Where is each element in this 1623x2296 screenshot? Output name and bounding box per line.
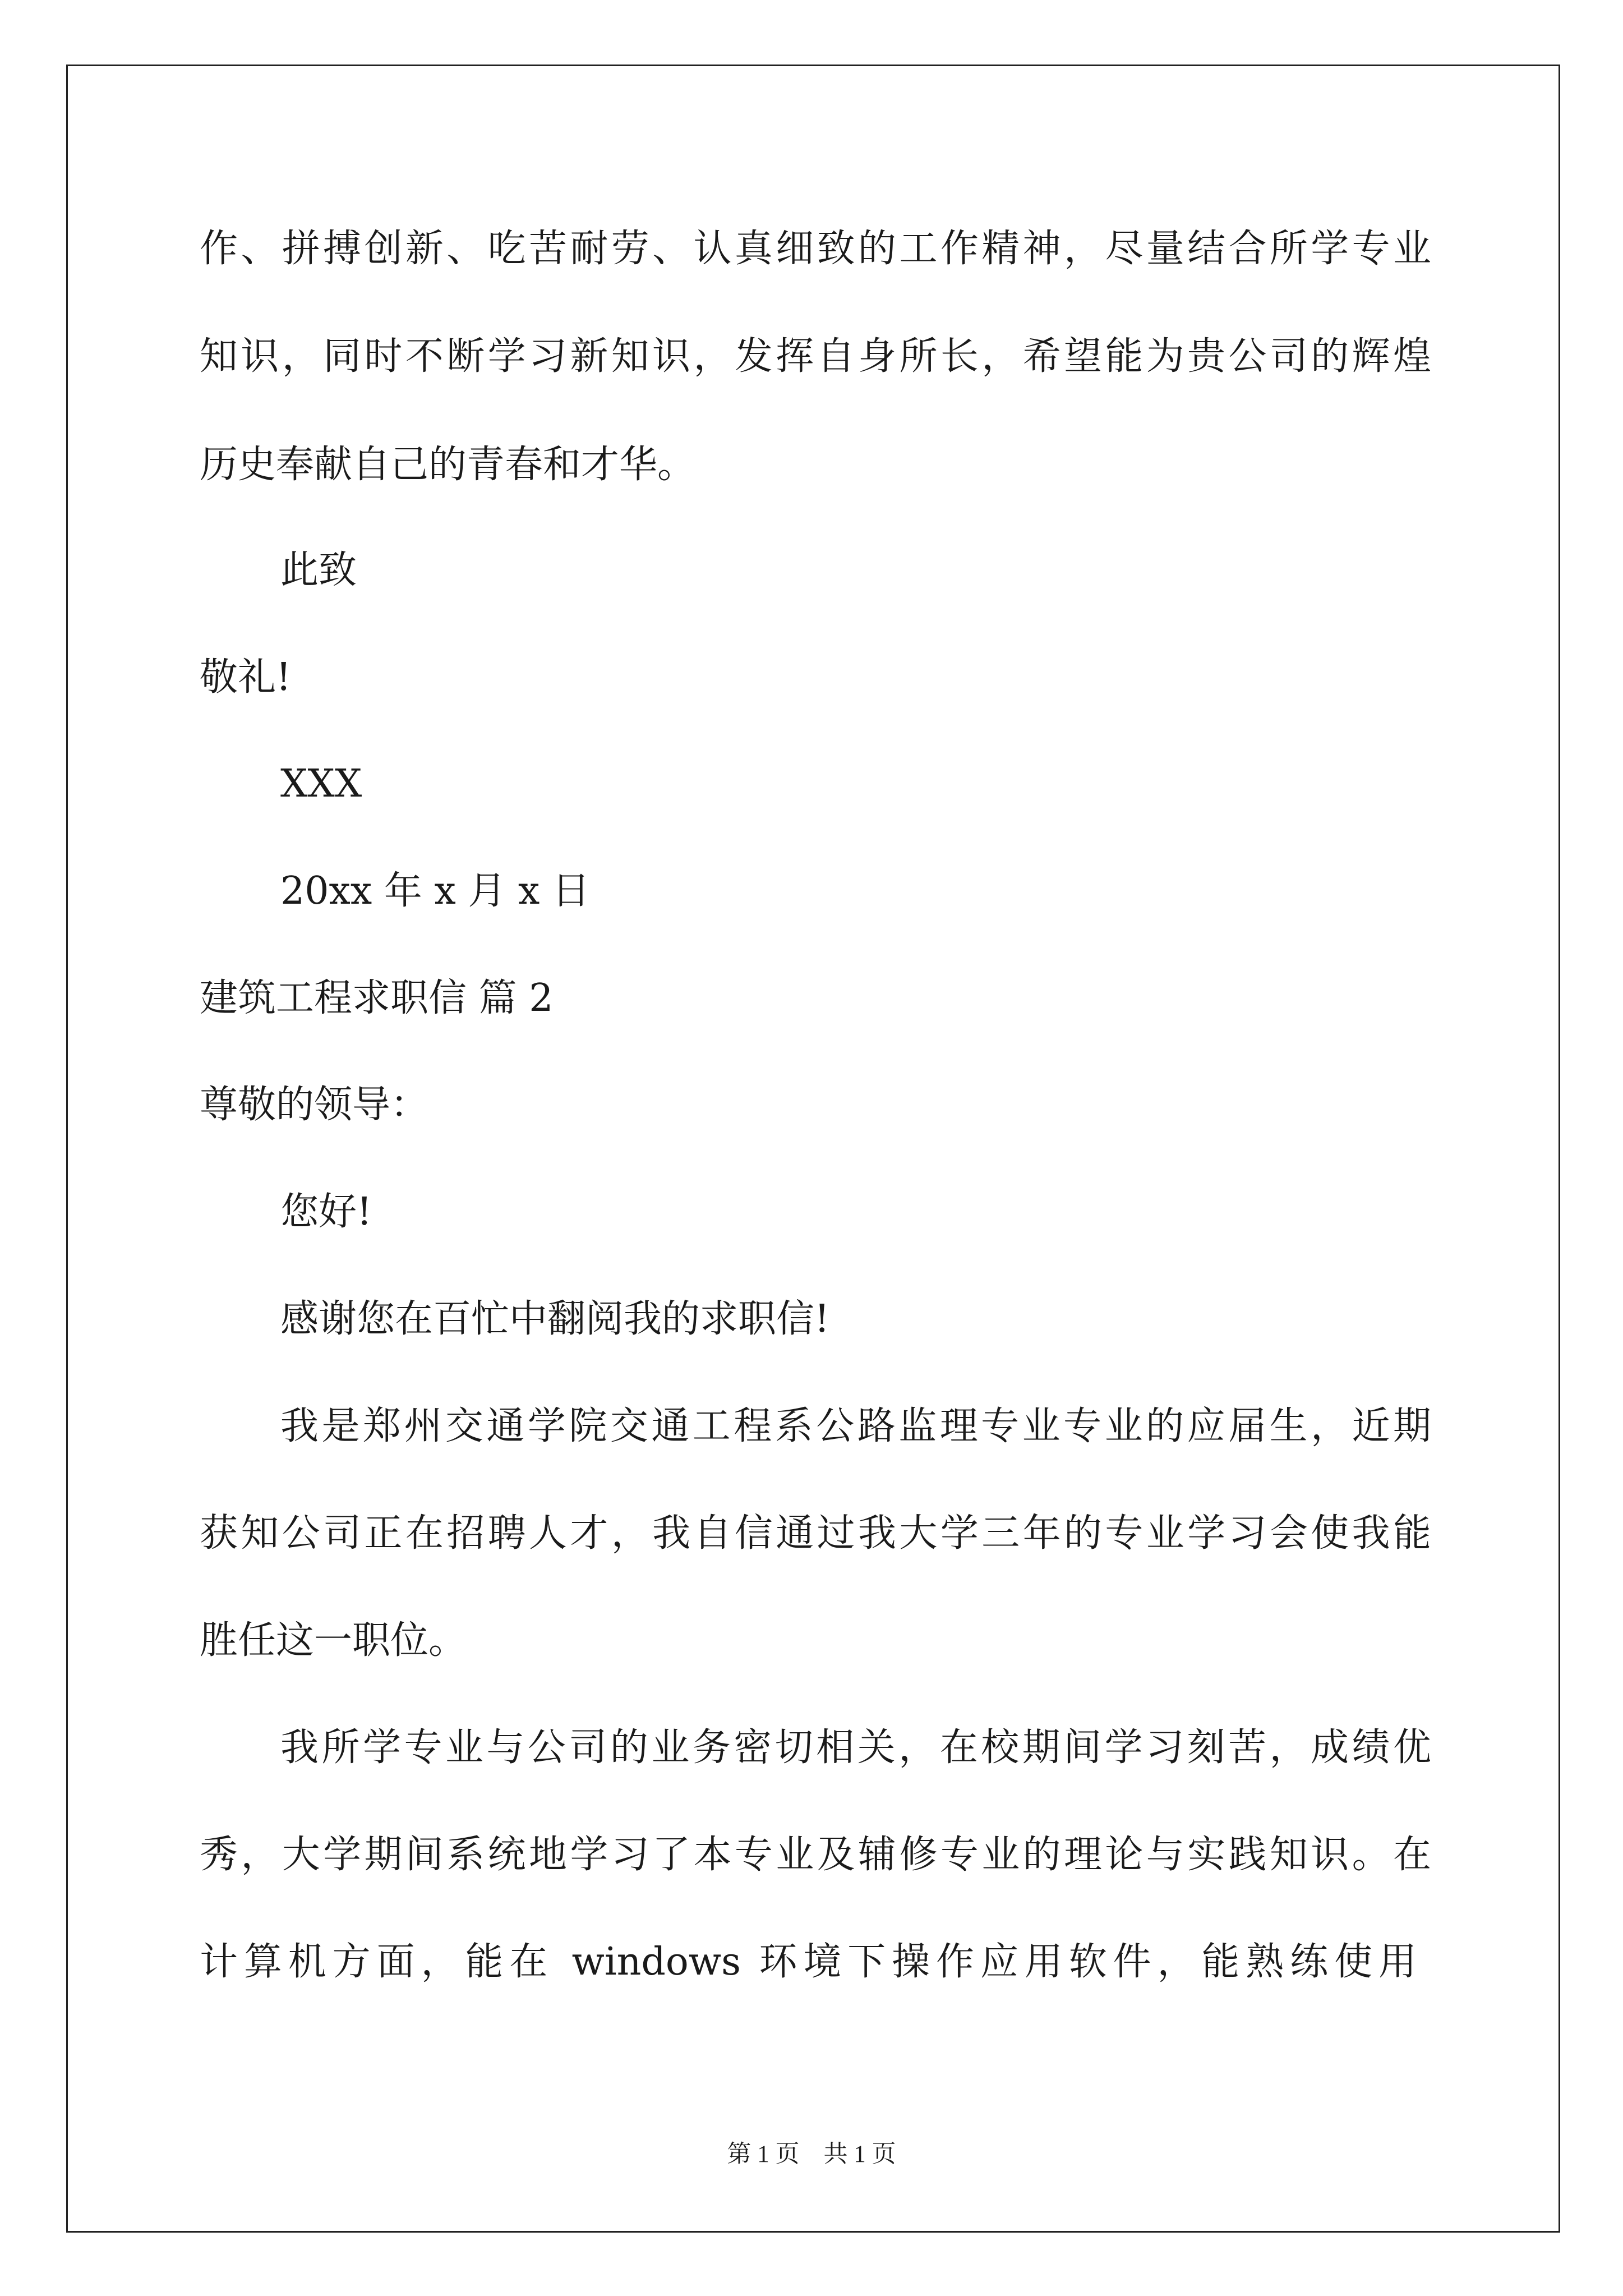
closing-regards: 敬礼! bbox=[200, 655, 292, 700]
greeting: 您好! bbox=[280, 1190, 372, 1234]
page-border bbox=[66, 65, 1560, 2233]
signature-date: 20xx 年 x 月 x 日 bbox=[280, 869, 591, 913]
body-line-16: 秀，大学期间系统地学习了本专业及辅修专业的理论与实践知识。在 bbox=[200, 1833, 1431, 1877]
body-line-13: 获知公司正在招聘人才，我自信通过我大学三年的专业学习会使我能 bbox=[200, 1511, 1431, 1556]
page-number-footer: 第 1 页 共 1 页 bbox=[727, 2141, 896, 2168]
signature-name: XXX bbox=[280, 762, 362, 806]
closing-salutation: 此致 bbox=[280, 548, 357, 592]
body-line-1: 作、拼搏创新、吃苦耐劳、认真细致的工作精神，尽量结合所学专业 bbox=[200, 227, 1431, 271]
thanks-line: 感谢您在百忙中翻阅我的求职信! bbox=[280, 1297, 830, 1341]
letter-salutation: 尊敬的领导： bbox=[200, 1083, 429, 1127]
body-line-17: 计算机方面，能在 windows 环境下操作应用软件，能熟练使用 bbox=[200, 1940, 1417, 1984]
section-heading: 建筑工程求职信 篇 2 bbox=[200, 976, 554, 1020]
body-line-3: 历史奉献自己的青春和才华。 bbox=[200, 443, 696, 487]
body-line-2: 知识，同时不断学习新知识，发挥自身所长，希望能为贵公司的辉煌 bbox=[200, 334, 1431, 379]
body-line-12: 我是郑州交通学院交通工程系公路监理专业专业的应届生，近期 bbox=[280, 1404, 1431, 1448]
body-line-14: 胜任这一职位。 bbox=[200, 1618, 467, 1663]
body-line-15: 我所学专业与公司的业务密切相关，在校期间学习刻苦，成绩优 bbox=[280, 1726, 1431, 1770]
